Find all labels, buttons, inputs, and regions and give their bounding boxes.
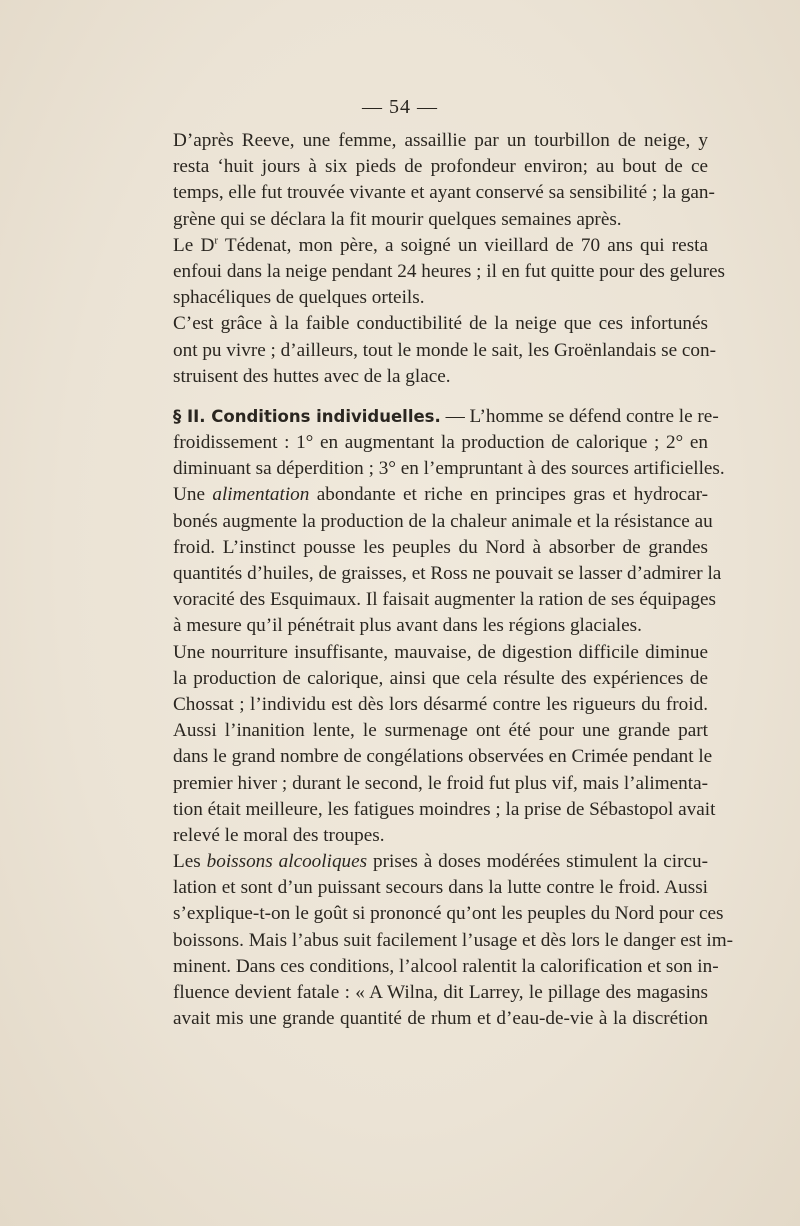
- section-heading: § II. Conditions individuelles.: [173, 406, 441, 426]
- emphasis: boissons alcooliques: [206, 851, 368, 873]
- text-fragment: Les: [173, 851, 207, 873]
- text-line: [173, 482, 708, 508]
- text-line: enfoui dans la neige pendant 24 heures ; il en fut quitte pour des gelures: [173, 260, 726, 282]
- text-line: [173, 233, 708, 259]
- text-line: [173, 404, 719, 430]
- text-line: voracité des Esquimaux. Il faisait augmenter la ration de ses équipages: [173, 589, 716, 611]
- text-line: relevé le moral des troupes.: [173, 824, 385, 846]
- text-fragment: prises à doses modérées stimulent la circu-: [367, 851, 708, 873]
- paragraph-tedenat: [173, 233, 726, 312]
- text-line: avait mis une grande quantité de rhum et d’eau-de-vie à la discrétion: [173, 1008, 708, 1030]
- paragraph-reeve: [173, 128, 715, 233]
- paragraph-boissons: [173, 849, 734, 1032]
- text-line: la production de calorique, ainsi que cela résulte des expériences de: [173, 667, 708, 689]
- text-line: froidissement : 1° en augmentant la production de calorique ; 2° en: [173, 432, 708, 454]
- text-line: boissons. Mais l’abus suit facilement l’usage et dès lors le danger est im-: [173, 929, 734, 951]
- paragraph-conditions-individuelles: [173, 404, 725, 483]
- paragraph-alimentation: [173, 482, 722, 639]
- emphasis: alimentation: [212, 484, 310, 506]
- text-fragment: abondante et riche en principes gras et hydrocar-: [309, 484, 708, 506]
- text-line: fluence devient fatale : « A Wilna, dit Larrey, le pillage des magasins: [173, 982, 708, 1003]
- text-line: temps, elle fut trouvée vivante et ayant conservé sa sensibilité ; la gan-: [173, 182, 715, 204]
- text-line: premier hiver ; durant le second, le froid fut plus vif, mais l’alimenta-: [173, 772, 708, 794]
- text-line: bonés augmente la production de la chaleur animale et la résistance au: [173, 510, 713, 532]
- text-line: sphacéliques de quelques orteils.: [173, 287, 425, 309]
- text-line: quantités d’huiles, de graisses, et Ross ne pouvait se lasser d’admirer la: [173, 563, 722, 584]
- text-fragment: Le D: [173, 234, 215, 256]
- text-line: froid. L’instinct pousse les peuples du Nord à absorber de grandes: [173, 536, 708, 558]
- superscript: r: [214, 234, 218, 247]
- text-line: [173, 849, 708, 875]
- text-line: resta ‘huit jours à six pieds de profondeur environ; au bout de ce: [173, 156, 708, 178]
- paragraph-nourriture: [173, 640, 716, 850]
- text-line: struisent des huttes avec de la glace.: [173, 365, 451, 387]
- text-line: s’explique-t-on le goût si prononcé qu’ont les peuples du Nord pour ces: [173, 903, 724, 925]
- text-line: D’après Reeve, une femme, assaillie par un tourbillon de neige, y: [173, 130, 708, 151]
- text-line: Une nourriture insuffisante, mauvaise, de digestion difficile diminue: [173, 641, 708, 663]
- body-text: [173, 128, 734, 1032]
- paragraph-conductibilite: [173, 311, 716, 390]
- text-line: minent. Dans ces conditions, l’alcool ralentit la calorification et son in-: [173, 955, 719, 977]
- text-line: lation et sont d’un puissant secours dans la lutte contre le froid. Aussi: [173, 877, 708, 899]
- text-line: Aussi l’inanition lente, le surmenage ont été pour une grande part: [173, 720, 708, 742]
- text-fragment: — L’homme se défend contre le re-: [440, 405, 719, 427]
- text-line: C’est grâce à la faible conductibilité de la neige que ces infortunés: [173, 313, 708, 335]
- text-line: grène qui se déclara la fit mourir quelques semaines après.: [173, 208, 622, 230]
- text-line: tion était meilleure, les fatigues moindres ; la prise de Sébastopol avait: [173, 798, 716, 820]
- text-line: à mesure qu’il pénétrait plus avant dans les régions glaciales.: [173, 615, 642, 637]
- text-fragment: Tédenat, mon père, a soigné un vieillard de 70 ans qui resta: [217, 234, 709, 256]
- text-line: diminuant sa déperdition ; 3° en l’empruntant à des sources artificielles.: [173, 458, 725, 480]
- section-spacer: [173, 390, 708, 404]
- text-line: dans le grand nombre de congélations observées en Crimée pendant le: [173, 746, 713, 768]
- page-number: — 54 —: [362, 96, 438, 118]
- text-fragment: Une: [173, 484, 213, 506]
- text-line: ont pu vivre ; d’ailleurs, tout le monde le sait, les Groënlandais se con-: [173, 339, 716, 361]
- text-line: Chossat ; l’individu est dès lors désarmé contre les rigueurs du froid.: [173, 693, 708, 715]
